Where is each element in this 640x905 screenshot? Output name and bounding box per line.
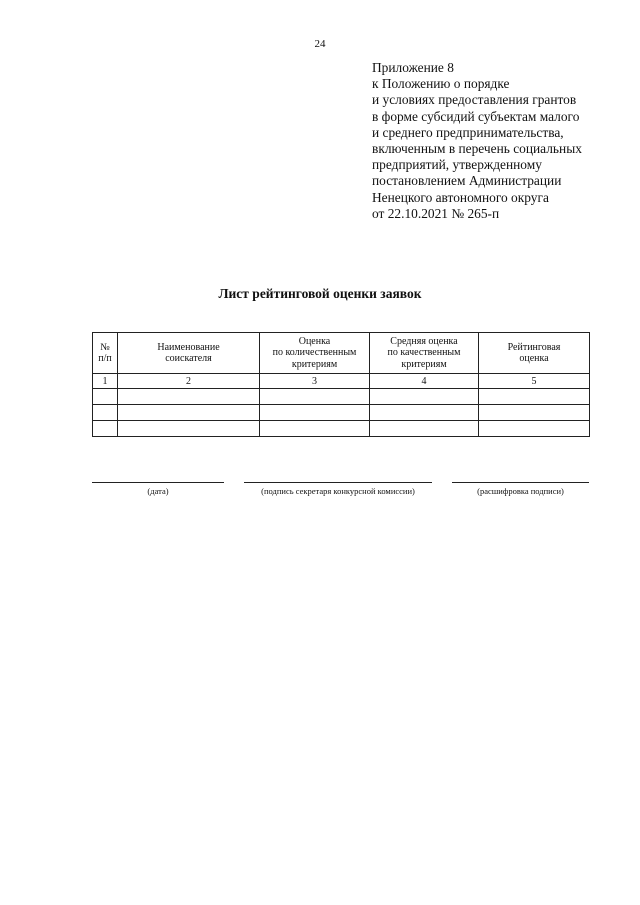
column-number-cell: 4: [370, 374, 479, 389]
signature-decoding-line: [452, 482, 589, 483]
appendix-line: предприятий, утвержденному: [372, 157, 542, 173]
date-caption: (дата): [147, 486, 169, 496]
table-cell: [118, 389, 260, 405]
header-line: п/п: [98, 353, 112, 364]
header-quantitative-score: [260, 333, 370, 374]
header-line: Наименование: [157, 341, 220, 353]
table-row: [93, 405, 590, 421]
appendix-line: от 22.10.2021 № 265-п: [372, 205, 500, 221]
table-cell: [260, 405, 370, 421]
table-row: [93, 421, 590, 437]
page-number: 24: [314, 38, 326, 50]
table-row: [93, 389, 590, 405]
appendix-line: и среднего предпринимательства,: [372, 124, 564, 140]
table-cell: [370, 421, 479, 437]
document-title: Лист рейтинговой оценки заявок: [218, 286, 422, 301]
header-rating-score: [479, 333, 590, 374]
header-line: Рейтинговая: [507, 341, 561, 353]
table-cell: [93, 421, 118, 437]
header-line: №: [100, 341, 110, 353]
table-cell: [93, 389, 118, 405]
header-line: критериям: [291, 358, 338, 370]
header-line: оценка: [519, 353, 549, 364]
table-cell: [370, 405, 479, 421]
signature-decoding-caption: (расшифровка подписи): [477, 486, 564, 496]
table-cell: [370, 389, 479, 405]
appendix-line: Ненецкого автономного округа: [372, 189, 549, 205]
header-applicant-name: [118, 333, 260, 374]
header-line: Средняя оценка: [390, 335, 458, 347]
table-cell: [260, 421, 370, 437]
table-cell: [479, 421, 590, 437]
header-line: Оценка: [298, 335, 331, 347]
table-cell: [479, 389, 590, 405]
table-cell: [260, 389, 370, 405]
column-number-cell: 1: [93, 374, 118, 389]
table-cell: [93, 405, 118, 421]
table-header-row: [93, 333, 590, 374]
rating-table: [92, 332, 590, 437]
appendix-line: к Положению о порядке: [372, 76, 510, 92]
header-line: по качественным: [387, 347, 461, 359]
header-line: критериям: [401, 358, 447, 370]
appendix-line: в форме субсидий субъектам малого: [372, 108, 580, 124]
header-qualitative-score: [370, 333, 479, 374]
header-line: соискателя: [165, 353, 212, 364]
column-number-row: [93, 374, 590, 389]
column-number-cell: 3: [260, 374, 370, 389]
secretary-signature-caption: (подпись секретаря конкурсной комиссии): [261, 486, 415, 496]
table-cell: [118, 421, 260, 437]
appendix-line: постановлением Администрации: [372, 173, 562, 189]
column-number-cell: 2: [118, 374, 260, 389]
table-cell: [479, 405, 590, 421]
header-line: по количественным: [272, 347, 357, 359]
appendix-line: Приложение 8: [372, 60, 454, 75]
appendix-line: и условиях предоставления грантов: [372, 92, 577, 108]
appendix-header: [372, 60, 634, 222]
table-cell: [118, 405, 260, 421]
appendix-line: включенным в перечень социальных: [372, 141, 582, 157]
header-number: [93, 333, 118, 374]
column-number-cell: 5: [479, 374, 590, 389]
date-signature-line: [92, 482, 224, 483]
secretary-signature-line: [244, 482, 432, 483]
